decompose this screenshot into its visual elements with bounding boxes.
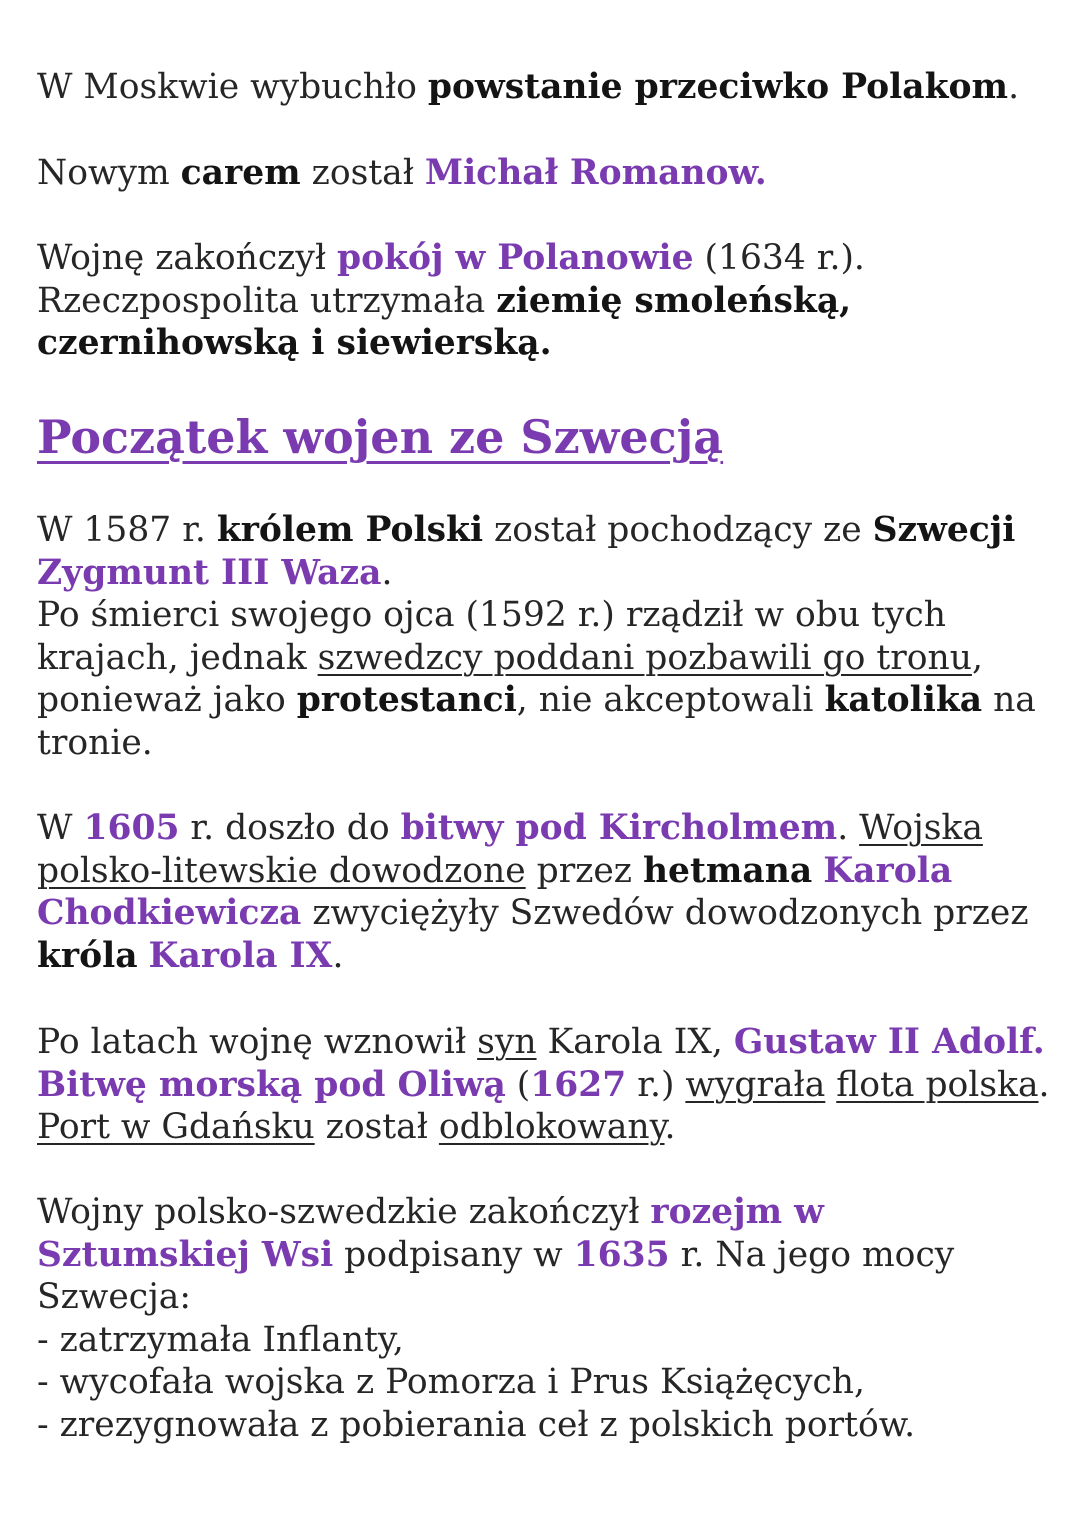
list-item: - zatrzymała Inflanty, xyxy=(37,1319,404,1360)
list-item: - zrezygnowała z pobierania ceł z polskich portów. xyxy=(37,1404,916,1445)
list-item: - wycofała wojska z Pomorza i Prus Książęcych, xyxy=(37,1362,865,1402)
paragraph-new-tsar: Nowym carem został Michał Romanow. xyxy=(37,153,767,193)
paragraph-sigismund-vasa: W 1587 r. królem Polski został pochodzący ze Szwecji Zygmunt III Waza. Po śmierci swojego ojca (1592 r.) rządził w obu tych krajach, jednak szwedzcy poddani pozbawili go tronu, ponieważ jako protestanci, nie akceptowali katolika na tronie. xyxy=(37,510,1036,763)
paragraph-polanow-peace: Wojnę zakończył pokój w Polanowie (1634 r.). Rzeczpospolita utrzymała ziemię smoleńską, czernihowską i siewierską. xyxy=(37,238,865,363)
paragraph-gustav-adolf: Po latach wojnę wznowił syn Karola IX, Gustaw II Adolf. Bitwę morską pod Oliwą (1627 r.) wygrała flota polska. Port w Gdańsku został odblokowany. xyxy=(37,1022,1050,1147)
section-heading: Początek wojen ze Szwecją xyxy=(37,410,724,464)
paragraph-sztumska-wies-truce: Wojny polsko-szwedzkie zakończył rozejm w Sztumskiej Wsi podpisany w 1635 r. Na jego mocy Szwecja: - zatrzymała Inflanty, - wycofała wojska z Pomorza i Prus Książęcych, - zrezygnowała z pobierania ceł z polskich portów. xyxy=(37,1192,955,1445)
paragraph-moscow-uprising: W Moskwie wybuchło powstanie przeciwko Polakom. xyxy=(37,67,1020,107)
paragraph-kircholm-battle: W 1605 r. doszło do bitwy pod Kircholmem. Wojska polsko-litewskie dowodzone przez hetmana Karola Chodkiewicza zwyciężyły Szwedów dowodzonych przez króla Karola IX. xyxy=(37,808,1029,976)
